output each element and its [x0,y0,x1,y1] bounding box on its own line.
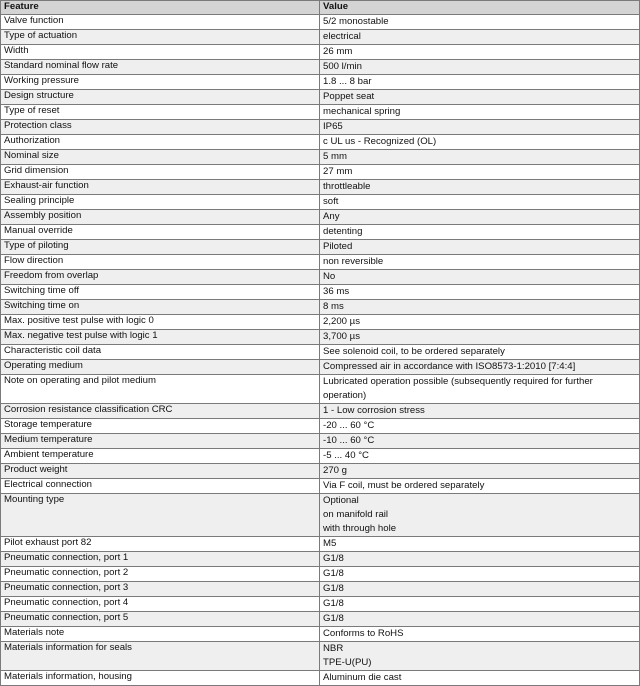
value-line: -10 ... 60 °C [323,434,375,446]
value-line: operation) [323,389,367,401]
table-row [1,59,640,74]
feature-cell: Pneumatic connection, port 4 [1,596,320,611]
value-line: Via F coil, must be ordered separately [323,479,485,491]
table-row [1,536,640,551]
feature-cell: Protection class [1,119,320,134]
value-line: -5 ... 40 °C [323,449,369,461]
value-line: Aluminum die cast [323,671,402,683]
value-line: NBR [323,642,344,654]
value-line: Lubricated operation possible (subsequently required for further [323,375,593,387]
table-row [1,626,640,641]
value-line: c UL us - Recognized (OL) [323,135,437,147]
value-cell [320,164,640,179]
value-line: See solenoid coil, to be ordered separately [323,345,505,357]
table-row [1,254,640,269]
value-cell [320,478,640,493]
feature-cell: Note on operating and pilot medium [1,374,320,403]
value-cell [320,403,640,418]
table-row [1,14,640,29]
feature-cell: Standard nominal flow rate [1,59,320,74]
table-row [1,493,640,536]
table-row [1,596,640,611]
value-line: 270 g [323,464,348,476]
value-cell [320,299,640,314]
table-row [1,611,640,626]
value-line: Compressed air in accordance with ISO8573-1:2010 [7:4:4] [323,360,576,372]
value-line: 500 l/min [323,60,362,72]
table-row [1,314,640,329]
table-row [1,134,640,149]
value-cell [320,314,640,329]
feature-cell: Grid dimension [1,164,320,179]
value-cell [320,581,640,596]
feature-cell: Mounting type [1,493,320,536]
value-cell [320,551,640,566]
feature-cell: Flow direction [1,254,320,269]
value-cell [320,463,640,478]
value-cell [320,179,640,194]
table-row [1,164,640,179]
value-line: detenting [323,225,363,237]
value-line: 5 mm [323,150,347,162]
value-line: G1/8 [323,612,344,624]
table-row [1,224,640,239]
feature-cell: Nominal size [1,149,320,164]
value-line: IP65 [323,120,343,132]
value-line: Conforms to RoHS [323,627,404,639]
feature-cell: Type of actuation [1,29,320,44]
feature-cell: Pneumatic connection, port 5 [1,611,320,626]
table-row [1,374,640,403]
feature-cell: Characteristic coil data [1,344,320,359]
value-line: 26 mm [323,45,353,57]
feature-column-header: Feature [1,1,320,15]
feature-cell: Electrical connection [1,478,320,493]
table-row [1,344,640,359]
value-cell [320,14,640,29]
feature-cell: Pneumatic connection, port 2 [1,566,320,581]
feature-cell: Switching time on [1,299,320,314]
value-line: Optional [323,494,359,506]
table-row [1,566,640,581]
feature-cell: Freedom from overlap [1,269,320,284]
value-cell [320,119,640,134]
table-row [1,448,640,463]
value-line: 8 ms [323,300,344,312]
value-line: electrical [323,30,361,42]
table-row [1,149,640,164]
table-row [1,284,640,299]
table-row [1,44,640,59]
feature-cell: Pilot exhaust port 82 [1,536,320,551]
feature-cell: Manual override [1,224,320,239]
table-row [1,433,640,448]
feature-cell: Medium temperature [1,433,320,448]
value-line: 27 mm [323,165,353,177]
value-cell [320,209,640,224]
table-row [1,119,640,134]
value-line: on manifold rail [323,508,389,520]
value-line: G1/8 [323,567,344,579]
value-cell [320,418,640,433]
value-cell [320,611,640,626]
table-row [1,463,640,478]
feature-cell: Design structure [1,89,320,104]
table-row [1,209,640,224]
value-cell [320,74,640,89]
value-cell [320,134,640,149]
table-row [1,359,640,374]
value-cell [320,670,640,685]
value-cell [320,641,640,670]
feature-cell: Type of piloting [1,239,320,254]
feature-cell: Pneumatic connection, port 1 [1,551,320,566]
feature-cell: Materials note [1,626,320,641]
value-cell [320,104,640,119]
table-row [1,239,640,254]
value-cell [320,374,640,403]
table-body [1,14,640,685]
value-cell [320,254,640,269]
value-cell [320,149,640,164]
value-line: throttleable [323,180,371,192]
value-line: G1/8 [323,552,344,564]
table-row [1,89,640,104]
table-row [1,670,640,685]
value-line: 3,700 µs [323,330,360,342]
value-cell [320,239,640,254]
table-row [1,478,640,493]
value-cell [320,194,640,209]
feature-cell: Max. positive test pulse with logic 0 [1,314,320,329]
table-row [1,74,640,89]
table-row [1,551,640,566]
value-line: with through hole [323,522,397,534]
value-cell [320,344,640,359]
value-cell [320,448,640,463]
feature-cell: Authorization [1,134,320,149]
value-line: Piloted [323,240,353,252]
table-row [1,581,640,596]
feature-cell: Ambient temperature [1,448,320,463]
value-line: soft [323,195,339,207]
value-cell [320,626,640,641]
feature-cell: Max. negative test pulse with logic 1 [1,329,320,344]
table-row [1,641,640,670]
feature-cell: Corrosion resistance classification CRC [1,403,320,418]
value-line: Poppet seat [323,90,375,102]
value-cell [320,433,640,448]
value-cell [320,59,640,74]
feature-cell: Working pressure [1,74,320,89]
value-line: -20 ... 60 °C [323,419,375,431]
feature-cell: Storage temperature [1,418,320,433]
table-row [1,29,640,44]
value-cell [320,224,640,239]
value-line: TPE-U(PU) [323,656,372,668]
value-cell [320,269,640,284]
value-cell [320,44,640,59]
value-cell [320,284,640,299]
table-row [1,299,640,314]
header-row [1,1,640,15]
feature-cell: Sealing principle [1,194,320,209]
feature-cell: Materials information, housing [1,670,320,685]
table-row [1,418,640,433]
value-line: M5 [323,537,337,549]
value-line: 5/2 monostable [323,15,389,27]
table-row [1,179,640,194]
value-line: No [323,270,336,282]
value-cell [320,359,640,374]
value-line: G1/8 [323,597,344,609]
feature-cell: Switching time off [1,284,320,299]
feature-cell: Width [1,44,320,59]
feature-cell: Type of reset [1,104,320,119]
feature-cell: Assembly position [1,209,320,224]
value-cell [320,89,640,104]
table-row [1,104,640,119]
value-line: 1 - Low corrosion stress [323,404,425,416]
value-line: Any [323,210,340,222]
feature-cell: Exhaust-air function [1,179,320,194]
table-row [1,329,640,344]
value-line: 36 ms [323,285,350,297]
table-row [1,403,640,418]
value-cell [320,536,640,551]
value-line: 2,200 µs [323,315,360,327]
value-line: non reversible [323,255,384,267]
value-line: mechanical spring [323,105,401,117]
value-column-header: Value [320,1,640,15]
feature-cell: Valve function [1,14,320,29]
feature-cell: Materials information for seals [1,641,320,670]
feature-cell: Product weight [1,463,320,478]
value-line: G1/8 [323,582,344,594]
value-cell [320,596,640,611]
value-line: 1.8 ... 8 bar [323,75,372,87]
feature-cell: Operating medium [1,359,320,374]
value-cell [320,329,640,344]
table-row [1,194,640,209]
feature-cell: Pneumatic connection, port 3 [1,581,320,596]
value-cell [320,566,640,581]
value-cell [320,493,640,536]
value-cell [320,29,640,44]
table-row [1,269,640,284]
